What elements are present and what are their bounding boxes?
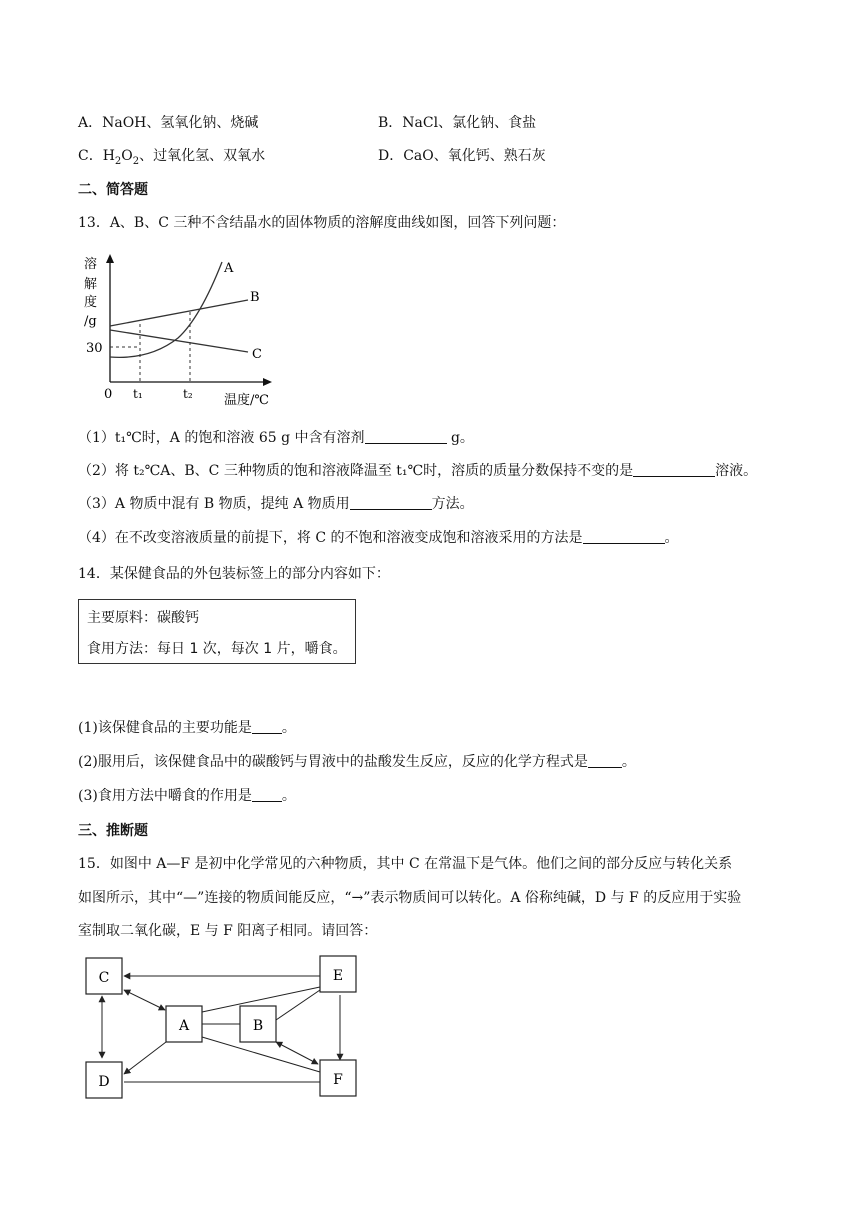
- curve-label-b: B: [250, 290, 260, 305]
- q13-part4: （4）在不改变溶液质量的前提下，将 C 的不饱和溶液变成饱和溶液采用的方法是 。: [78, 530, 679, 546]
- q14-part1: (1)该保健食品的主要功能是 。: [78, 720, 296, 736]
- section-title-short-answer: 二、简答题: [78, 182, 148, 198]
- node-d-label: D: [98, 1074, 110, 1090]
- q13-stem: 13．A、B、C 三种不含结晶水的固体物质的溶解度曲线如图，回答下列问题：: [78, 215, 566, 231]
- q13-part2: （2）将 t₂℃A、B、C 三种物质的饱和溶液降温至 t₁℃时，溶质的质量分数保持不变的是 溶液。: [78, 463, 758, 479]
- curve-a: [110, 262, 222, 357]
- x-axis-label: 温度/℃: [224, 393, 269, 408]
- y-axis-arrow: [106, 254, 114, 263]
- q15-line2: 如图所示，其中“—”连接的物质间能反应，“→”表示物质间可以转化。A 俗称纯碱，D 与 F 的反应用于实验: [78, 890, 742, 906]
- node-c-label: C: [98, 970, 110, 986]
- graph-ylabel-3: 度: [84, 295, 98, 310]
- curve-label-a: A: [224, 261, 234, 276]
- q13-part3: （3）A 物质中混有 B 物质，提纯 A 物质用 方法。: [78, 496, 474, 512]
- graph-ylabel-2: 解: [84, 277, 98, 292]
- section-title-inference: 三、推断题: [78, 823, 148, 839]
- option-a: A．NaOH、氢氧化钠、烧碱: [78, 115, 259, 131]
- curve-c: [110, 330, 248, 352]
- node-e-label: E: [332, 968, 344, 984]
- t2-label: t₂: [183, 387, 193, 401]
- label-ingredient: 主要原料：碳酸钙: [87, 610, 199, 626]
- q14-part3: (3)食用方法中嚼食的作用是 。: [78, 788, 296, 804]
- node-f-label: F: [333, 1072, 343, 1088]
- q13-part1: （1）t₁℃时，A 的饱和溶液 65 g 中含有溶剂 g。: [78, 430, 474, 446]
- arrow-c-a: [124, 990, 165, 1010]
- origin-label: 0: [104, 387, 113, 402]
- arrow-a-to-d: [124, 1042, 166, 1074]
- option-c: C．$H_2O_2$、过氧化氢、双氧水: [78, 148, 266, 167]
- q14-part2: (2)服用后，该保健食品中的碳酸钙与胃液中的盐酸发生反应，反应的化学方程式是 。: [78, 754, 636, 770]
- solubility-graph: [80, 250, 280, 410]
- graph-ylabel-4: /g: [84, 314, 97, 329]
- y-tick-30: 30: [86, 341, 103, 356]
- curve-b: [110, 300, 248, 326]
- product-label-box: [78, 599, 356, 664]
- t1-label: t₁: [133, 387, 143, 401]
- curve-label-c: C: [252, 347, 262, 362]
- node-b-label: B: [252, 1018, 264, 1034]
- q15-line3: 室制取二氧化碳，E 与 F 阳离子相同。请回答：: [78, 923, 378, 939]
- q14-stem: 14．某保健食品的外包装标签上的部分内容如下：: [78, 566, 390, 582]
- option-d: D．CaO、氧化钙、熟石灰: [378, 148, 546, 164]
- q15-line1: 15．如图中 A—F 是初中化学常见的六种物质，其中 C 在常温下是气体。他们之间的部分反应与转化关系: [78, 856, 733, 872]
- node-a-label: A: [178, 1018, 190, 1034]
- reaction-diagram: [80, 952, 365, 1102]
- graph-ylabel-1: 溶: [84, 257, 98, 272]
- option-b: B．NaCl、氯化钠、食盐: [378, 115, 537, 131]
- label-usage: 食用方法：每日 1 次，每次 1 片，嚼食。: [87, 641, 347, 657]
- x-axis-arrow: [263, 378, 272, 386]
